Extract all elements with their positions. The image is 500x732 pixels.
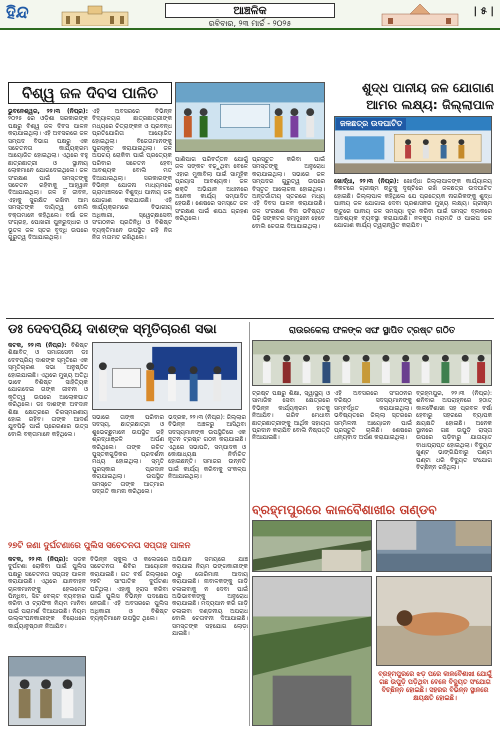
storm-flooded-street-photo: [376, 520, 492, 572]
tribute-body-1: ବିଶିଷ୍ଟ ଶିକ୍ଷାବିତ୍ ଓ ସମାଜସେବୀ ଡଃ ଦେବପ୍ରିୟ ଦାଶଙ୍କ ସ୍ମୃତିରେ ଏକ ସ୍ମୃତିଚାରଣ ସଭା ଅନୁଷ୍ଠିତ ହୋଇଯାଇଛି। ଏଥିରେ ମୁଖ୍ୟ ଅତିଥି ଭାବେ ବିଶିଷ୍ଟ ସାହିତ୍ୟିକ ଯୋଗଦେଇ ତାଙ୍କ ଜୀବନୀ ଓ କୃତିତ୍ୱ ଉପରେ ଆଲୋକପାତ କରିଥିଲେ। ଡଃ ଦାଶଙ୍କ ଅବଦାନ ଶିକ୍ଷା କ୍ଷେତ୍ରରେ ଚିରସ୍ମରଣୀୟ ହୋଇ ରହିବ। ତାଙ୍କ ଆଦର୍ଶ ଯୁବପିଢ଼ି ପାଇଁ ପ୍ରେରଣାର ଉତ୍ସ ବୋଲି ବକ୍ତାମାନେ କହିଥିଲେ।: [8, 342, 88, 438]
dateline: ରବିବାର, ୨୩ ମାର୍ଚ୍ଚ - ୨୦୨୫: [208, 19, 292, 28]
water-day-body-3: ପାଣିପାଗ ପରିବର୍ତ୍ତନ ଯୋଗୁଁ ଜଳ ସଙ୍କଟ ବଢ଼ୁଥିବା ବେଳେ ଏହାର ମୁକାବିଲା ପାଇଁ ସାମୂହିକ ପ୍ରୟାସ ଆବଶ୍ୟକ। ଜଳ ଶକ୍ତି ଅଭିଯାନ ଅଧୀନରେ ଅନେକ କାର୍ଯ୍ୟ ସମ୍ପାଦିତ ହେଉଛି। ଶେଷରେ ସମସ୍ତେ ଜଳ ସଂରକ୍ଷଣ ପାଇଁ ଶପଥ ଗ୍ରହଣ କରିଥିଲେ।: [175, 156, 248, 223]
masthead-temple-illustration: [380, 4, 460, 26]
trust-body-2: ଟ୍ରଷ୍ଟ ପକ୍ଷରୁ ଶିକ୍ଷା, ସ୍ୱାସ୍ଥ୍ୟ ଓ ସାମାଜିକ ସେବା କ୍ଷେତ୍ରରେ ବିଭିନ୍ନ କାର୍ଯ୍ୟକ୍ରମ ହାତକୁ ନିଆଯିବ। ଗରିବ ମେଧାବୀ ଛାତ୍ରଛାତ୍ରୀଙ୍କୁ ଆର୍ଥିକ ସହାୟତା ପ୍ରଦାନ କରାଯିବ ବୋଲି ନିଷ୍ପତ୍ତି ନିଆଯାଇଛି।: [252, 390, 330, 442]
tribute-column-1: [8, 342, 88, 537]
tribute-photo: [92, 342, 242, 410]
water-booth-label: ଜଳଛତ୍ର ଉଦଘାଟିତ: [336, 118, 406, 130]
trust-body-3: ଏହି ଅବସରରେ ସଂଗଠନର ବରିଷ୍ଠ ସଦସ୍ୟମାନଙ୍କୁ ସମ୍ବର୍ଦ୍ଧିତ କରାଯାଇଥିଲା। ଭବିଷ୍ୟତରେ ଜିଲ୍ଲା ସ୍ତରରେ ସମ୍ମିଳନୀ ଆୟୋଜନ ପାଇଁ ପ୍ରସ୍ତୁତି ଚାଲିଛି। ଶେଷରେ ଧନ୍ୟବାଦ ଅର୍ପଣ କରାଯାଇଥିଲା।: [334, 390, 412, 442]
awareness-column-2: [90, 556, 168, 726]
awareness-column-1: [8, 556, 86, 652]
trust-body-4: ବ୍ରହ୍ମପୁର, ୨୨।୩ (ନିପ୍ର): ଶନିବାର ଅପରାହ୍ନରେ ହଠାତ୍ କାଳବୈଶାଖୀ ସହ ପ୍ରବଳ ବର୍ଷା ହେବାରୁ ସହରରେ ବ୍ୟାପକ କ୍ଷୟକ୍ଷତି ହୋଇଛି। ଅନେକ ସ୍ଥାନରେ ଗଛ ଉପୁଡ଼ି ରାସ୍ତା ଉପରେ ପଡ଼ିବାରୁ ଯାତାୟାତ ବାଧାପ୍ରାପ୍ତ ହୋଇଥିଲା। ବିଦ୍ୟୁତ ଖୁଣ୍ଟ ଭାଙ୍ଗିଯିବାରୁ ଘଣ୍ଟା ଘଣ୍ଟା ଧରି ବିଦ୍ୟୁତ ସଂଯୋଗ ବିଚ୍ଛିନ୍ନ ରହିଥିଲା।: [416, 390, 492, 472]
drinking-water-body: ଖୋର୍ଦ୍ଧା ଜିଲ୍ଲାପାଳଙ୍କ କାର୍ଯ୍ୟାଳୟ ନିକଟରେ ଗ୍ରୀଷ୍ମ ଋତୁକୁ ଦୃଷ୍ଟିରେ ରଖି ଜଳଛତ୍ର ଉଦଘାଟିତ ହୋଇଛି। ଜିଲ୍ଲାପାଳ କହିଥିଲେ ଯେ ପ୍ରତ୍ୟେକ ନାଗରିକଙ୍କୁ ଶୁଦ୍ଧ ପାନୀୟ ଜଳ ଯୋଗାଇ ଦେବା ପ୍ରଶାସନର ମୁଖ୍ୟ ଲକ୍ଷ୍ୟ। ଗ୍ରୀଷ୍ମ ଋତୁରେ ପାନୀୟ ଜଳ ସମସ୍ୟା ଦୂର କରିବା ପାଇଁ ସମସ୍ତ ବ୍ଲକରେ ଆବଶ୍ୟକ ବ୍ୟବସ୍ଥା କରାଯାଉଛି। ନଳକୂପ ମରାମତି ଓ ପାଇପ ଜଳ ଯୋଗାଣ କାର୍ଯ୍ୟ ତ୍ୱରାନ୍ୱିତ କରାଯିବ।: [334, 178, 492, 230]
awareness-headline: ୨୭ଟି ଜଣା ଦୁର୍ଘଟଣାରେ ପୁଲିସ ସଚେତନତା ସପ୍ତାହ ପାଳନ: [8, 541, 191, 551]
storm-photo-caption: ବ୍ରହ୍ମପୁରରେ ଝଡ଼ ପରେ କାଳବୈଶାଖୀ ଯୋଗୁଁ ଗଛ ଉପୁଡ଼ି ପଡ଼ିଥିବା ବେଳେ ବିଦ୍ୟୁତ ସଂଯୋଗ ବିଚ୍ଛିନ୍ନ ହୋଇଛି। ସହରର ବିଭିନ୍ନ ସ୍ଥାନରେ କ୍ଷୟକ୍ଷତି ହୋଇଛି।: [378, 670, 492, 702]
water-day-photo: [175, 82, 325, 152]
storm-injured-person-photo: [376, 576, 492, 666]
awareness-byline: କଟକ, ୨୨।୩ (ନିପ୍ର):: [8, 556, 69, 563]
tribute-byline: କଟକ, ୨୨।୩ (ନିପ୍ର):: [8, 342, 67, 349]
tribute-body-2: ସଭାରେ ତାଙ୍କ ପରିବାର ସଦସ୍ୟ, ଛାତ୍ରଛାତ୍ରୀ ଓ ଶୁଭେଚ୍ଛୁମାନେ ଉପସ୍ଥିତ ରହି ଶ୍ରଦ୍ଧାଞ୍ଜଳି ଅର୍ପଣ କରିଥିଲେ। ତାଙ୍କ ରଚିତ ପୁସ୍ତକଗୁଡ଼ିକର ପ୍ରଦର୍ଶନୀ ମଧ୍ୟ ହୋଇଥିଲା। ସ୍ମୃତି ପୁରସ୍କାର ପ୍ରଦାନ କରାଯାଇଥିଲା। ଉପସ୍ଥିତ ସମସ୍ତେ ତାଙ୍କ ଆତ୍ମାର ସଦ୍ଗତି କାମନା କରିଥିଲେ।: [92, 414, 164, 496]
water-day-headline: ବିଶ୍ୱ ଜଳ ଦିବସ ପାଳିତ: [8, 82, 172, 104]
section-title: ଆଞ୍ଚଳିକ: [165, 3, 335, 18]
awareness-body-3: ଅଭିଯାନ ସମୟରେ ଯାଞ୍ଚ କରାଯାଇ ନିୟମ ଭଙ୍ଗକାରୀଙ୍କ ଠାରୁ ଜୋରିମାନା ଆଦାୟ କରାଯାଇଛି। ନାବାଳକଙ୍କୁ ଗାଡ଼ି ଚଳାଇବାକୁ ନ ଦେବା ପାଇଁ ଅଭିଭାବକଙ୍କୁ ଅନୁରୋଧ କରାଯାଇଛି। ମଦ୍ୟପାନ କରି ଗାଡ଼ି ଚଳାଇବା ଦଣ୍ଡନୀୟ ଅପରାଧ ବୋଲି ଚେତାବନୀ ଦିଆଯାଇଛି। ସମସ୍ତଙ୍କ ସହଯୋଗ ଲୋଡ଼ା ଯାଇଛି।: [172, 556, 248, 638]
awareness-body-2: ବିଭିନ୍ନ ସ୍କୁଲ ଓ କଲେଜରେ ସଚେତନତା ଶିବିର ଆୟୋଜନ କରାଯାଇଛି। ଗତ ବର୍ଷ ଜିଲ୍ଲାରେ ୨୭ଟି ସାଂଘାତିକ ଦୁର୍ଘଟଣା ଘଟିଥିଲା। ଏହାକୁ ହ୍ରାସ କରିବା ପାଇଁ ପୁଲିସ ବିଭିନ୍ନ ପଦକ୍ଷେପ ନେଉଛି। ଏହି ଅବସରରେ ପୁଲିସ ଅଧିକାରୀ ଓ ବିଶିଷ୍ଟ ବ୍ୟକ୍ତିମାନେ ଉପସ୍ଥିତ ଥିଲେ।: [90, 556, 168, 623]
water-day-column-1: [8, 108, 88, 314]
water-day-body-4: ପ୍ରସ୍ତୁତ କରିବା ପାଇଁ ସମସ୍ତଙ୍କୁ ଅନୁରୋଧ କରାଯାଇଥିଲା। ସଭାରେ ଜଳ ସମ୍ପଦର ଗୁରୁତ୍ୱ ଉପରେ ବିସ୍ତୃତ ଆଲୋଚନା ହୋଇଥିଲା। ଅନ୍ତର୍ଜାତୀୟ ସ୍ତରରେ ମଧ୍ୟ ଏହି ଦିବସ ପାଳନ କରାଯାଉଛି। ଜଳ ସଂରକ୍ଷଣ ବିନା ଭବିଷ୍ୟତ ପିଢ଼ି ସଙ୍କଟର ସମ୍ମୁଖୀନ ହେବେ ବୋଲି ଚେତାଇ ଦିଆଯାଇଥିଲା।: [252, 156, 325, 230]
water-day-body-2: ଏହି ଅବସରରେ ବିଭିନ୍ନ ବିଦ୍ୟାଳୟର ଛାତ୍ରଛାତ୍ରୀଙ୍କ ମଧ୍ୟରେ ଚିତ୍ରାଙ୍କନ ଓ ପ୍ରବନ୍ଧ ପ୍ରତିଯୋଗିତା ଆୟୋଜିତ ହୋଇଥିଲା। ବିଜେତାମାନଙ୍କୁ ପୁରସ୍କୃତ କରାଯାଇଥିଲା। ଜଳ ଅପଚୟ ରୋକିବା ପାଇଁ ପ୍ରତ୍ୟେକ ପରିବାର ସଚେତନ ହେବା ଆବଶ୍ୟକ ବୋଲି ମତ ଦିଆଯାଇଥିଲା। ସରକାରଙ୍କ ବିଭିନ୍ନ ଯୋଜନା ମାଧ୍ୟମରେ ଗ୍ରାମାଞ୍ଚଳରେ ବିଶୁଦ୍ଧ ପାନୀୟ ଜଳ ଯୋଗାଣ କରାଯାଉଛି। ଏହି କାର୍ଯ୍ୟକ୍ରମରେ ବିଭାଗୀୟ ଅଧିକାରୀ, ସ୍ୱେଚ୍ଛାସେବୀ ସଂଗଠନର ପ୍ରତିନିଧି ଓ ବିଶିଷ୍ଟ ବ୍ୟକ୍ତିମାନେ ଉପସ୍ଥିତ ରହି ନିଜ ନିଜ ମତାମତ ରଖିଥିଲେ।: [92, 108, 172, 241]
drinking-water-headline-1: ଶୁଦ୍ଧ ପାନୀୟ ଜଳ ଯୋଗାଣ: [361, 80, 494, 95]
trust-body-1: ଭଦ୍ରକ, ୨୨।୩ (ନିପ୍ର): ଜିଲ୍ଲାର ବିଭିନ୍ନ ଅଞ୍ଚଳରୁ ଆସିଥିବା ସଦସ୍ୟମାନଙ୍କ ଉପସ୍ଥିତିରେ ଏକ ନୂତନ ଟ୍ରଷ୍ଟ ଗଠନ କରାଯାଇଛି। ଏଥିରେ ସଭାପତି, ସମ୍ପାଦକ ଓ କୋଷାଧ୍ୟକ୍ଷ ନିର୍ବାଚିତ ହୋଇଛନ୍ତି। ସମାଜର ଉନ୍ନତି ପାଇଁ କାର୍ଯ୍ୟ କରିବାକୁ ସଂକଳ୍ପ ନିଆଯାଇଥିଲା।: [168, 414, 246, 481]
brand-logo: ହିନ୍ଦ: [6, 3, 29, 23]
water-day-body-1: ୨୦୨୫ ରେ ଓଡ଼ିଶା ସରକାରଙ୍କ ପକ୍ଷରୁ ବିଶ୍ୱ ଜଳ ଦିବସ ପାଳନ କରାଯାଇଥିଲା। ଏହି ଅବସରରେ ଜଳ ସମ୍ପଦ ବିଭାଗ ପକ୍ଷରୁ ଏକ ସଚେତନତା କାର୍ଯ୍ୟକ୍ରମ ଆୟୋଜିତ ହୋଇଥିଲା। ଏଥିରେ ବହୁ ଛାତ୍ରଛାତ୍ରୀ ଓ ସ୍ଥାନୀୟ ଲୋକମାନେ ଯୋଗଦେଇଥିଲେ। ଜଳ ସଂରକ୍ଷଣ ପାଇଁ ସମସ୍ତଙ୍କୁ ସଚେତନ ରହିବାକୁ ଆହ୍ୱାନ ଦିଆଯାଇଥିଲା। ଜଳ ହିଁ ଜୀବନ, ଏହାକୁ ସୁରକ୍ଷିତ ରଖିବା ଆମ ସମସ୍ତଙ୍କ ଦାୟିତ୍ୱ ବୋଲି ବକ୍ତାମାନେ କହିଥିଲେ। ବର୍ଷା ଜଳ ସଂଗ୍ରହ, ପୋଖରୀ ପୁନରୁଦ୍ଧାର ଓ ଭୂତଳ ଜଳ ସ୍ତର ବୃଦ୍ଧି ଉପରେ ଗୁରୁତ୍ୱ ଦିଆଯାଇଥିଲା।: [8, 115, 88, 241]
water-day-column-2: [92, 108, 172, 314]
awareness-police-photo: [8, 656, 86, 726]
awareness-column-3: [172, 556, 248, 726]
trust-headline: ରାଉରକେଲା ଫଳଙ୍କ ସଙ୍ଘ ସ୍ଥାପିତ ଟ୍ରଷ୍ଟ ଗଠିତ: [288, 326, 456, 336]
page-number: | ୫ |: [473, 6, 494, 17]
tribute-column-2: [92, 414, 164, 537]
trust-column-3: [334, 390, 412, 500]
drinking-water-column: [334, 178, 492, 314]
masthead: [0, 0, 500, 30]
storm-fallen-tree-photo: [252, 520, 372, 572]
tribute-headline: ଡଃ ଦେବପ୍ରିୟ ଦାଶଙ୍କ ସ୍ମୃତିଚାରଣ ସଭା: [8, 322, 217, 337]
drinking-water-byline: ଖୋର୍ଦ୍ଧା, ୨୨।୩ (ନିପ୍ର):: [334, 178, 399, 185]
trust-column-4: [416, 390, 492, 500]
section-divider: [6, 318, 494, 319]
storm-headline: ବ୍ରହ୍ମପୁରରେ କାଳବୈଶାଖୀର ତାଣ୍ଡବ: [252, 502, 437, 517]
column-divider: [249, 322, 250, 726]
water-day-byline: ଭୁବନେଶ୍ୱର, ୨୨।୩ (ନିପ୍ର):: [8, 108, 88, 115]
drinking-water-headline-2: ଆମର ଲକ୍ଷ୍ୟ: ଜିଲ୍ଲାପାଳ: [366, 97, 494, 112]
storm-damage-photo: [252, 576, 372, 726]
trust-group-photo: [252, 340, 492, 386]
trust-column-1: [168, 414, 246, 537]
trust-column-2: [252, 390, 330, 500]
water-day-column-4: [252, 156, 325, 314]
awareness-body-1: ସଡ଼କ ଦୁର୍ଘଟଣା ରୋକିବା ପାଇଁ ପୁଲିସ ପକ୍ଷରୁ ସଚେତନତା ସପ୍ତାହ ପାଳନ କରାଯାଉଛି। ଏଥିରେ ଯାନବାହନ ଚାଳକମାନଙ୍କୁ ହେଲମେଟ ପିନ୍ଧିବା, ସିଟ ବେଲ୍ଟ ବ୍ୟବହାର କରିବା ଓ ଟ୍ରାଫିକ ନିୟମ ମାନିବା ପାଇଁ ପରାମର୍ଶ ଦିଆଯାଉଛି। ନିୟମ ଉଲ୍ଲଂଘନକାରୀଙ୍କ ବିରୋଧରେ କାର୍ଯ୍ୟାନୁଷ୍ଠାନ ନିଆଯିବ।: [8, 556, 86, 630]
water-day-column-3: [175, 156, 248, 314]
masthead-building-illustration: [60, 4, 130, 26]
